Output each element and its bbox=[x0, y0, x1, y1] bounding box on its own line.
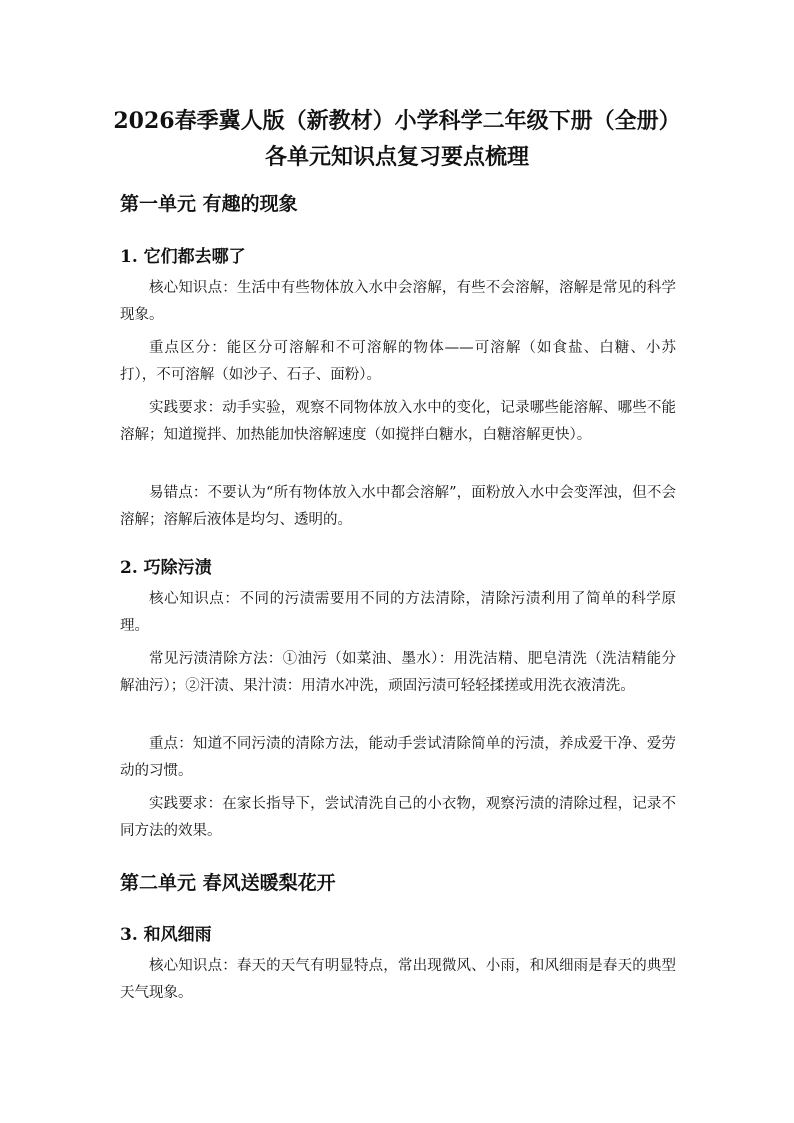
lesson-1-heading: 1. 它们都去哪了 bbox=[120, 247, 246, 267]
lesson-1-key-distinction: 重点区分：能区分可溶解和不可溶解的物体——可溶解（如食盐、白糖、小苏打），不可溶解（如沙子、石子、面粉）。 bbox=[120, 340, 676, 383]
lesson-1-pitfall: 易错点：不要认为“所有物体放入水中都会溶解”，面粉放入水中会变浑浊，但不会溶解；溶解后液体是均匀、透明的。 bbox=[120, 485, 676, 528]
unit-1-heading: 第一单元 有趣的现象 bbox=[120, 193, 298, 215]
lesson-3-heading: 3. 和风细雨 bbox=[120, 925, 212, 945]
lesson-2-practice: 实践要求：在家长指导下，尝试清洗自己的小衣物，观察污渍的清除过程，记录不同方法的效果。 bbox=[120, 796, 676, 839]
lesson-1-practice: 实践要求：动手实验，观察不同物体放入水中的变化，记录哪些能溶解、哪些不能溶解；知道搅拌、加热能加快溶解速度（如搅拌白糖水，白糖溶解更快）。 bbox=[120, 400, 676, 443]
lesson-2-methods: 常见污渍清除方法：①油污（如菜油、墨水）：用洗洁精、肥皂清洗（洗洁精能分解油污）；②汗渍、果汁渍：用清水冲洗，顽固污渍可轻轻揉搓或用洗衣液清洗。 bbox=[120, 651, 676, 694]
lesson-2-core-knowledge: 核心知识点：不同的污渍需要用不同的方法清除，清除污渍利用了简单的科学原理。 bbox=[120, 591, 676, 634]
document-title: 2026春季冀人版（新教材）小学科学二年级下册（全册）各单元知识点复习要点梳理 bbox=[113, 108, 681, 170]
lesson-3-core-knowledge: 核心知识点：春天的天气有明显特点，常出现微风、小雨，和风细雨是春天的典型天气现象。 bbox=[120, 958, 676, 1001]
lesson-2-heading: 2. 巧除污渍 bbox=[120, 558, 212, 578]
lesson-1-core-knowledge: 核心知识点：生活中有些物体放入水中会溶解，有些不会溶解，溶解是常见的科学现象。 bbox=[120, 280, 676, 323]
unit-2-heading: 第二单元 春风送暖梨花开 bbox=[120, 872, 336, 894]
lesson-2-key-point: 重点：知道不同污渍的清除方法，能动手尝试清除简单的污渍，养成爱干净、爱劳动的习惯。 bbox=[120, 736, 676, 779]
